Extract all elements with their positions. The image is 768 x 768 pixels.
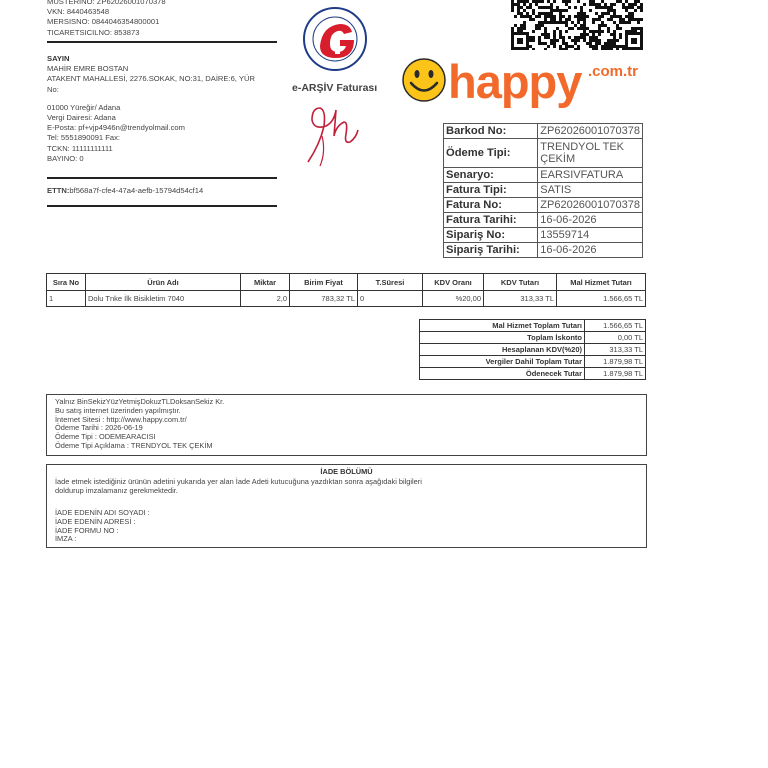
return-text: doldurup imzalamanız gerekmektedir.: [55, 485, 178, 495]
cell-t-suresi: 0: [358, 291, 423, 307]
total-value: 0,00 TL: [585, 332, 646, 344]
customer-bayino: BAYINO: 0: [47, 153, 84, 163]
total-value: 313,33 TL: [585, 344, 646, 356]
items-header-row: [47, 274, 646, 291]
cell-kdv-tutari: 313,33 TL: [484, 291, 557, 307]
info-row: [444, 139, 643, 168]
total-value: 1.879,98 TL: [585, 356, 646, 368]
info-label: Barkod No:: [444, 124, 538, 139]
total-label: Vergiler Dahil Toplam Tutar: [420, 356, 585, 368]
info-row: [444, 213, 643, 228]
totals-table: [419, 319, 646, 380]
info-value: ZP62026001070378: [538, 124, 643, 139]
return-field-address: İADE EDENİN ADRESİ :: [55, 516, 136, 526]
col-header: Miktar: [241, 274, 290, 291]
col-header: Birim Fiyat: [290, 274, 358, 291]
divider: [47, 177, 277, 179]
note-line: İnternet Sitesi : http://www.happy.com.tr/: [55, 414, 187, 424]
seller-info: [47, 0, 166, 38]
cell-urun: Dolu Tnke İlk Bisikletim 7040: [86, 291, 241, 307]
info-row: [444, 228, 643, 243]
divider: [47, 205, 277, 207]
info-label: Sipariş Tarihi:: [444, 243, 538, 258]
col-header: T.Süresi: [358, 274, 423, 291]
col-header: Ürün Adı: [86, 274, 241, 291]
customer-name: MAHİR EMRE BOSTAN: [47, 64, 129, 74]
customer-heading: SAYIN: [47, 54, 70, 63]
total-label: Hesaplanan KDV(%20): [420, 344, 585, 356]
divider: [47, 41, 277, 43]
info-label: Senaryo:: [444, 168, 538, 183]
col-header: KDV Oranı: [423, 274, 484, 291]
info-label: Sipariş No:: [444, 228, 538, 243]
col-header: Sıra No: [47, 274, 86, 291]
col-header: Mal Hizmet Tutarı: [557, 274, 646, 291]
customer-tckn: TCKN: 11111111111: [47, 143, 113, 153]
total-label: Mal Hizmet Toplam Tutarı: [420, 320, 585, 332]
total-value: 1.566,65 TL: [585, 320, 646, 332]
col-header: KDV Tutarı: [484, 274, 557, 291]
info-label: Fatura Tipi:: [444, 183, 538, 198]
customer-address-cont: No:: [47, 84, 59, 94]
ettn: [47, 186, 203, 196]
totals-row: [420, 332, 646, 344]
totals-row: [420, 356, 646, 368]
note-line: Bu satış internet üzerinden yapılmıştır.: [55, 405, 181, 415]
info-value: 16-06-2026: [538, 213, 643, 228]
ettn-label: ETTN:: [47, 186, 70, 195]
gib-logo-icon: [302, 6, 368, 72]
customer-address: ATAKENT MAHALLESİ, 2276.SOKAK, NO:31, DAİRE:6, YÜR: [47, 74, 255, 84]
info-value: EARSIVFATURA: [538, 168, 643, 183]
customer-info: [47, 54, 255, 164]
seller-line: VKN: 8440463548: [47, 7, 110, 17]
note-line: Ödeme Tipi Açıklama : TRENDYOL TEK ÇEKİM: [55, 440, 213, 450]
return-field-form-no: İADE FORMU NO :: [55, 525, 119, 535]
totals-row: [420, 368, 646, 380]
customer-email: E-Posta: pf+vjp4946n@trendyolmail.com: [47, 123, 185, 133]
totals-row: [420, 344, 646, 356]
customer-city: 01000 Yüreğir/ Adana: [47, 102, 121, 112]
return-text: İade etmek istediğiniz ürünün adetini yukarıda yer alan İade Adeti kutucuğuna yazdıktan sonra aşağıdaki bilgileri: [55, 477, 422, 486]
info-value: 16-06-2026: [538, 243, 643, 258]
seller-line: TICARETSICILNO: 853873: [47, 27, 140, 37]
note-line: Ödeme Tarihi : 2026-06-19: [55, 423, 143, 433]
info-row: [444, 168, 643, 183]
info-row: [444, 198, 643, 213]
brand-logo: happy: [448, 55, 582, 108]
return-field-name: İADE EDENİN ADI SOYADI :: [55, 508, 150, 517]
return-field-signature: İMZA :: [55, 534, 77, 544]
info-value: ZP62026001070378: [538, 198, 643, 213]
info-row: [444, 124, 643, 139]
earsiv-label: e-ARŞİV Faturası: [292, 82, 378, 94]
cell-birim-fiyat: 783,32 TL: [290, 291, 358, 307]
info-row: [444, 183, 643, 198]
customer-phone: Tel: 5551890091 Fax:: [47, 133, 121, 143]
info-label: Ödeme Tipi:: [444, 139, 538, 168]
ettn-value: bf568a7f-cfe4-47a4-aefb-15794d54cf14: [69, 186, 204, 195]
cell-kdv-orani: %20,00: [423, 291, 484, 307]
signature: [300, 96, 372, 170]
total-label: Toplam İskonto: [420, 332, 585, 344]
note-line: Yalnız BinSekizYüzYetmişDokuzTLDoksanSekiz Kr.: [55, 397, 225, 406]
return-section: [46, 464, 647, 548]
smiley-logo-icon: [402, 58, 446, 102]
cell-sira: 1: [47, 291, 86, 307]
info-label: Fatura No:: [444, 198, 538, 213]
qr-code: [511, 0, 643, 50]
seller-line: MERSISNO: 0844046354800001: [47, 17, 160, 27]
notes-box: [46, 394, 647, 456]
invoice-info-table: [443, 123, 643, 258]
total-value: 1.879,98 TL: [585, 368, 646, 380]
totals-row: [420, 320, 646, 332]
items-table: [46, 273, 646, 307]
total-label: Ödenecek Tutar: [420, 368, 585, 380]
cell-mal-hizmet: 1.566,65 TL: [557, 291, 646, 307]
table-row: [47, 291, 646, 307]
cell-miktar: 2,0: [241, 291, 290, 307]
info-label: Fatura Tarihi:: [444, 213, 538, 228]
info-value: TRENDYOL TEK ÇEKİM: [538, 139, 643, 168]
seller-line: MUSTERINO: ZP62026001070378: [47, 0, 166, 6]
brand-suffix: .com.tr: [588, 63, 639, 80]
note-line: Ödeme Tipi : ODEMEARACISI: [55, 432, 156, 442]
return-title: İADE BÖLÜMÜ: [320, 467, 373, 476]
info-value: 13559714: [538, 228, 643, 243]
info-value: SATIS: [538, 183, 643, 198]
customer-tax-office: Vergi Dairesi: Adana: [47, 113, 116, 123]
info-row: [444, 243, 643, 258]
